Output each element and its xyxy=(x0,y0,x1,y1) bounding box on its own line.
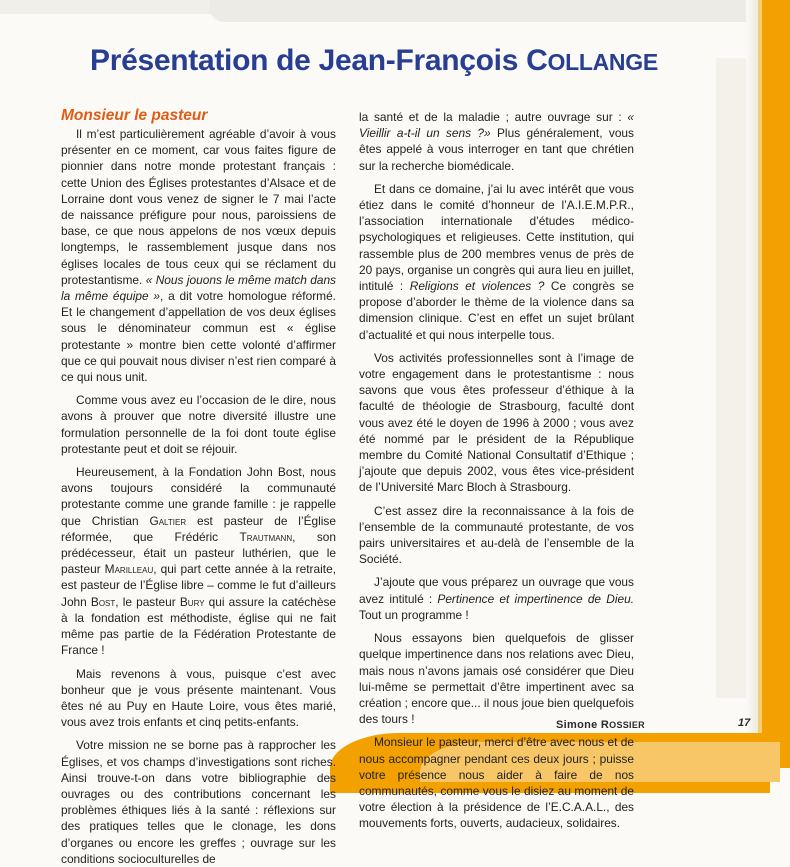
signature-last-initial: R xyxy=(600,719,610,731)
bleed-through-column xyxy=(716,58,746,698)
person-name: Marilleau xyxy=(104,562,154,577)
page-title xyxy=(90,44,658,78)
person-name: Bost xyxy=(90,594,116,609)
text-run: qui assure la catéchèse à la fondation est méthodiste, église qui ne fait même pas partie de la Fédération Protestante de France ! xyxy=(61,594,337,658)
book-title: « Vieillir a-t-il un sens ?» xyxy=(359,110,634,141)
person-name: Trautmann xyxy=(239,529,293,544)
right-paragraph-2 xyxy=(359,181,634,343)
title-surname-rest: OLLANGE xyxy=(547,49,658,75)
text-run: Plus généralement, vous êtes appelé à vous interroger en tant que chrétien sur la recherche biomédicale. xyxy=(359,126,634,173)
text-run: , a dit votre homologue réformé. Et le changement d’appellation de vos deux églises sous le dénominateur commun est « église protestante » montre bien cette volonté d’affirmer que ce qui pouvait nous diviser n’est rien comparé à ce qui nous unit. xyxy=(61,289,336,385)
right-paragraph-5 xyxy=(359,574,634,623)
text-run: , qui part cette année à la retraite, est pasteur de l’Église libre – comme le fut d’ailleurs John xyxy=(61,562,336,609)
text-run: Et dans ce domaine, j’ai lu avec intérêt que vous étiez dans le comité d’honneur de l’A.I.E.M.P.R., l’association internationale d’études médico-psychologiques et religieuses. Cette institution, qui rassemble plus de 200 membres venus de près de 20 pays, organise un congrès qui aura lieu en juillet, intitulé : xyxy=(359,181,634,294)
right-paragraph-4: C’est assez dire la reconnaissance à la fois de l’ensemble de la communauté protestante, de vos pairs universitaires et au-delà de l’ensemble de la Société. xyxy=(359,503,634,567)
text-run: Il m’est particulièrement agréable d’avoir à vous présenter en ce moment, car vous faites figure de pionnier dans notre monde protestant français : cette Union des Églises protestantes d’Alsace et de Lorraine dont vous venez de signer le 7 mai l’acte de naissance préfigure pour nous, paroissiens de base, ce que nous appelons de nos vœux depuis longtemps, le rassemblement jusque dans nos églises locales de tous ceux qui se réclament du protestantisme. xyxy=(61,127,336,287)
signature-last-rest: OSSIER xyxy=(609,720,645,730)
right-paragraph-7: Monsieur le pasteur, merci d’être avec nous et de nous accompagner pendant ces deux jours ; puisse votre présence nous aider à faire de nos communautés, comme vous le disiez au moment de votre élection à la présidence de l’E.C.A.A.L., des mouvements forts, ouverts, audacieux, solidaires. xyxy=(359,735,634,831)
text-run: Heureusement, à la Fondation John Bost, nous avons toujours considéré la communauté protestante comme une grande famille : je rappelle que Christian xyxy=(61,465,336,528)
left-paragraph-5: Votre mission ne se borne pas à rapprocher les Églises, et vos champs d’investigations sont riches. Ainsi trouve-t-on dans votre bibliographie des ouvrages ou des contributions concernant les problèmes éthiques liés à la santé : réflexions sur des pratiques telles que le clonage, les dons d’organes ou encore les greffes ; ouvrage sur les conditions socioculturelles de xyxy=(61,738,336,866)
section-heading: Monsieur le pasteur xyxy=(61,107,208,124)
edge-orange-band xyxy=(762,0,790,768)
text-run: , le pasteur xyxy=(115,594,180,609)
page-number: 17 xyxy=(738,717,751,729)
title-surname-initial: C xyxy=(526,44,548,77)
person-name: Bury xyxy=(179,594,205,609)
page-curl-shadow xyxy=(746,0,758,768)
right-paragraph-3: Vos activités professionnelles sont à l’image de votre engagement dans le protestantisme : nous savons que vous êtes professeur d’éthique à la faculté de théologie de Strasbourg, faculté dont vous avez été le doyen de 1996 à 2000 ; vous avez été nommé par le président de la République membre du Comité National Consultatif d’Ethique ; j’ajoute que depuis 2002, vous êtes vice-président de l’Université Marc Bloch à Strasbourg. xyxy=(359,350,634,495)
person-name: Galtier xyxy=(149,513,187,528)
signature-first-name: Simone xyxy=(556,719,601,731)
left-paragraph-4: Mais revenons à vous, puisque c’est avec bonheur que je vous présente maintenant. Vous êtes né au Puy en Haute Loire, vous êtes marié, vous avez trois enfants et cinq petits-enfants. xyxy=(61,666,336,730)
author-signature xyxy=(556,719,645,731)
title-main: Présentation de Jean-François xyxy=(90,44,527,77)
quote: « Nous jouons le même match dans la même équipe » xyxy=(61,272,337,304)
left-paragraph-1 xyxy=(61,126,336,385)
text-run: Tout un programme ! xyxy=(359,607,469,622)
text-run: Ce congrès se propose d’aborder le thème de la violence dans sa dimension clinique. C’est en effet un sujet brûlant d’actualité et qui nous interpelle tous. xyxy=(359,279,634,342)
bleed-through-panel xyxy=(210,0,755,22)
text-run: est pasteur de l’Église réformée, que Frédéric xyxy=(61,513,336,544)
left-paragraph-2: Comme vous avez eu l’occasion de le dire, nous avons à prouver que notre diversité illustre une formulation personnelle de la foi dont toute église protestante peut et doit se réjouir. xyxy=(61,393,336,456)
text-run: la santé et de la maladie ; autre ouvrage sur : xyxy=(359,110,628,124)
book-title: Pertinence et impertinence de Dieu. xyxy=(437,591,634,606)
right-paragraph-1 xyxy=(359,109,634,174)
text-run: , son prédécesseur, était un pasteur luthérien, que le pasteur xyxy=(61,529,336,577)
left-column xyxy=(61,107,336,867)
text-run: J’ajoute que vous préparez un ouvrage que vous avez intitulé : xyxy=(359,575,634,606)
left-paragraph-3 xyxy=(61,464,336,658)
congress-title: Religions et violences ? xyxy=(409,279,545,294)
right-paragraph-6: Nous essayons bien quelquefois de glisser quelque impertinence dans nos relations avec Dieu, mais nous n’avons jamais osé considérer que Dieu lui-même se permettait d’être impertinent avec sa création ; encore que... il nous joue bien quelquefois des tours ! xyxy=(359,631,634,727)
